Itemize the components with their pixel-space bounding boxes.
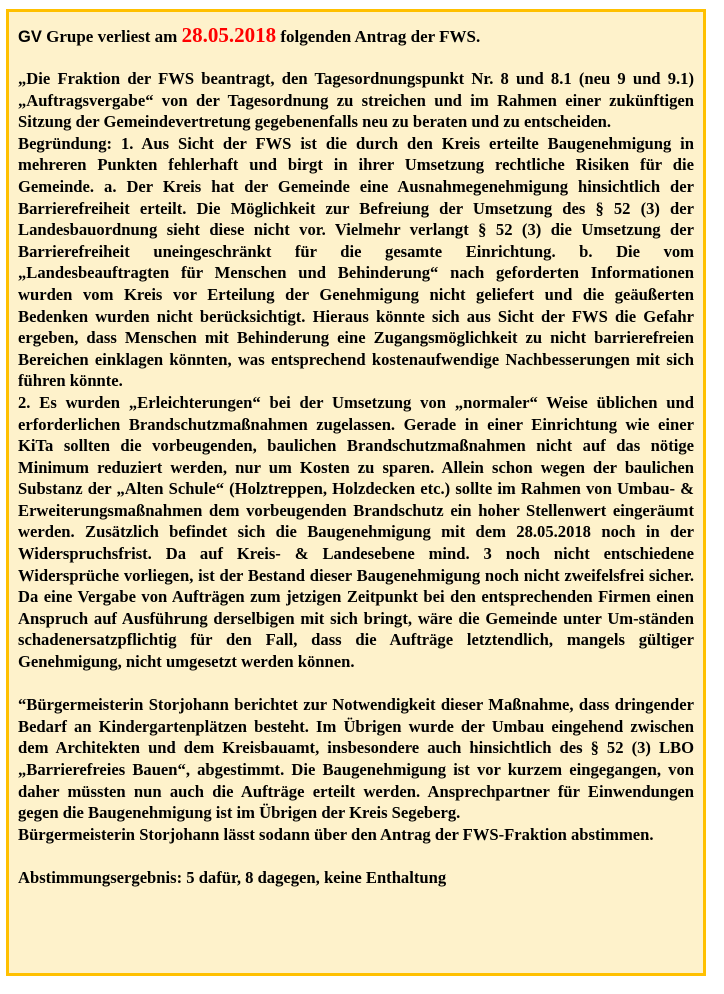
speaker-prefix: GV <box>18 28 42 46</box>
mayor-vote-call: Bürgermeisterin Storjohann lässt sodann über den Antrag der FWS-Fraktion abstimmen. <box>18 824 654 844</box>
motion-reason-2: 2. Es wurden „Erleichterungen“ bei der Umsetzung von „normaler“ Weise üblichen und erforderlichen Brandschutzmaßnahmen zugelassen. Gerade in einer Einrichtung wie einer KiTa sollten die vorbeugenden, baulichen Brandschutzmaßnahmen nicht auf das nötige Minimum reduziert werden, nur um Kosten zu sparen. Allein schon wegen der baulichen Substanz der „Alten Schule“ (Holztreppen, Holzdecken etc.) sollte im Rahmen von Umbau- & Erweiterungsmaßnahmen dem vorbeugenden Brandschutz ein hoher Stellenwert eingeräumt werden. Zusätzlich befindet sich die Baugenehmigung mit dem 28.05.2018 noch in der Widerspruchsfrist. Da auf Kreis- & Landesebene mind. 3 noch nicht entschiedene Widersprüche vorliegen, ist der Bestand dieser Baugenehmigung noch nicht zweifelsfrei sicher. Da eine Vergabe von Aufträgen zum jetzigen Zeitpunkt bei den entsprechenden Firmen einen Anspruch auf Ausführung derselbigen mit sich bringt, wäre die Gemeinde unter Um-ständen schadenersatzpflichtig für den Fall, dass die Aufträge letztendlich, mangels gültiger Genehmigung, nicht umgesetzt werden können. <box>18 392 694 672</box>
meeting-date: 28.05.2018 <box>181 23 277 47</box>
paragraph-spacer <box>18 845 694 867</box>
motion-reason-1: Begründung: 1. Aus Sicht der FWS ist die durch den Kreis erteilte Baugenehmigung in mehreren Punkten fehlerhaft und birgt in ihrer Umsetzung rechtliche Risiken für die Gemeinde. a. Der Kreis hat der Gemeinde eine Ausnahmegenehmigung hinsichtlich der Barrierefreiheit erteilt. Die Möglichkeit zur Befreiung der Umsetzung des § 52 (3) der Landesbauordnung sieht diese nicht vor. Vielmehr verlangt § 52 (3) die Umsetzung der Barrierefreiheit uneingeschränkt für die gesamte Einrichtung. b. Die vom „Landesbeauftragten für Menschen und Behinderung“ nach geforderten Informationen wurden vom Kreis vor Erteilung der Genehmigung nicht geliefert und die geäußerten Bedenken wurden nicht berücksichtigt. Hieraus könnte sich aus Sicht der FWS die Gefahr ergeben, dass Menschen mit Behinderung eine Zugangsmöglichkeit zu nicht barrierefreien Bereichen einklagen könnten, was entsprechend kostenaufwendige Nachbesserungen mit sich führen könnte. <box>18 133 694 391</box>
heading-text-before-date: Grupe verliest am <box>41 27 182 46</box>
mayor-statement: “Bürgermeisterin Storjohann berichtet zur Notwendigkeit dieser Maßnahme, dass dringender Bedarf an Kindergartenplätzen besteht. Im Übrigen wurde der Umbau eingehend zwischen dem Architekten und dem Kreisbauamt, insbesondere auch hinsichtlich des § 52 (3) LBO „Barrierefreies Bauen“, abgestimmt. Die Baugenehmigung ist vor kurzem eingegangen, von daher müssten nun auch die Aufträge erteilt werden. Ansprechpartner für Einwendungen gegen die Baugenehmigung ist im Übrigen der Kreis Segeberg. <box>18 695 694 823</box>
vote-result: Abstimmungsergebnis: 5 dafür, 8 dagegen, keine Enthaltung <box>18 867 447 887</box>
document-box <box>6 9 706 976</box>
heading-text-after-date: folgenden Antrag der FWS. <box>276 27 481 46</box>
paragraph-spacer <box>18 673 694 695</box>
motion-request: „Die Fraktion der FWS beantragt, den Tagesordnungspunkt Nr. 8 und 8.1 (neu 9 und 9.1) „Auftragsvergabe“ von der Tagesordnung zu streichen und im Rahmen einer zukünftigen Sitzung der Gemeindevertretung gegebenenfalls neu zu beraten und zu entscheiden. <box>18 69 694 132</box>
document-heading <box>18 23 694 49</box>
